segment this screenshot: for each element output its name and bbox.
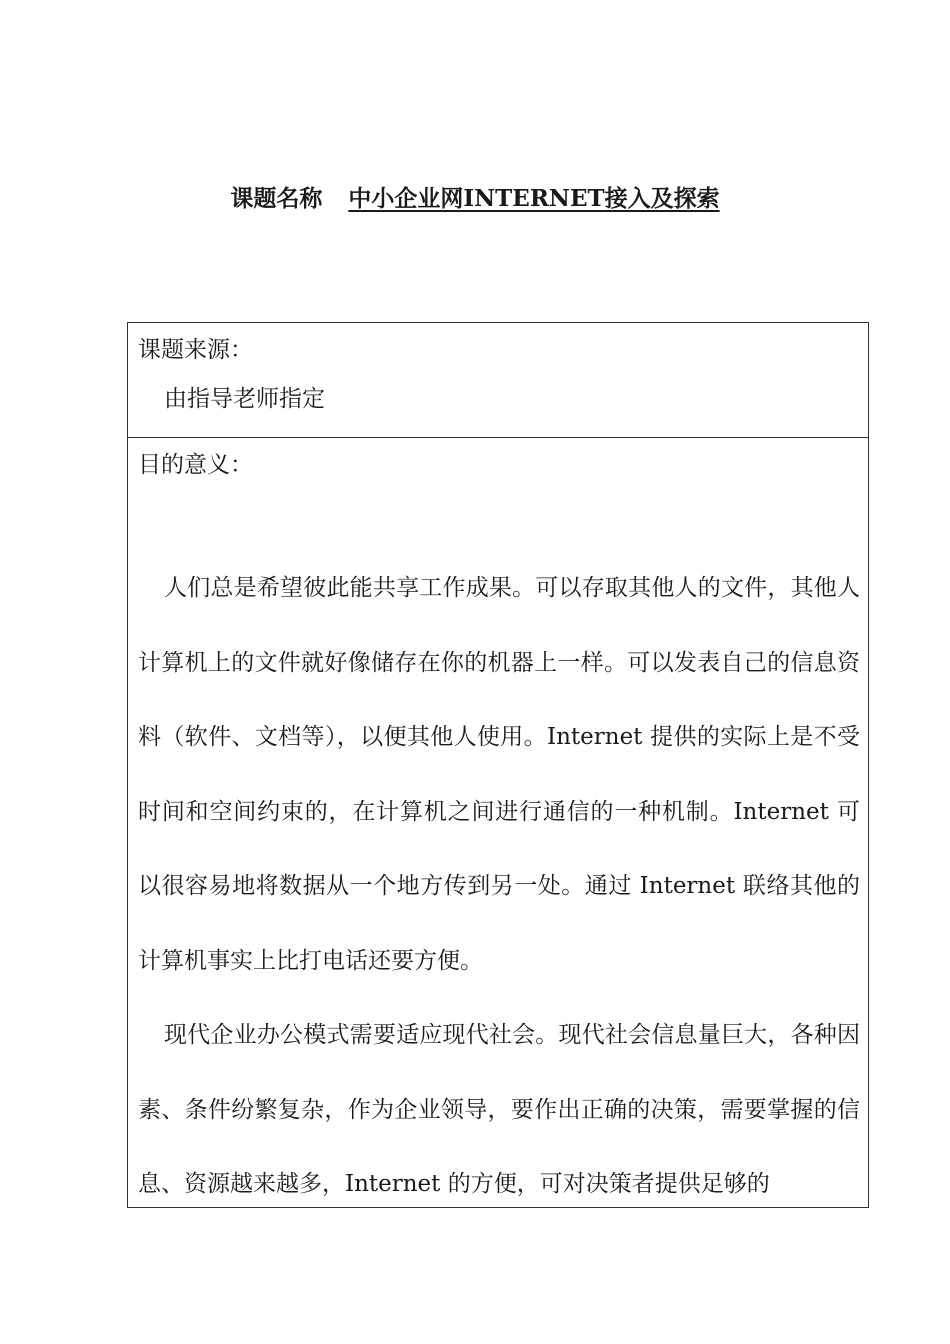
purpose-paragraph: 现代企业办公模式需要适应现代社会。现代社会信息量巨大，各种因素、条件纷繁复杂，作为企业领导，要作出正确的决策，需要掌握的信息、资源越来越多，Internet 的方便，可对决策者提供足够的 — [138, 1022, 860, 1197]
document-title — [0, 182, 950, 216]
purpose-cell — [128, 438, 868, 1208]
source-value: 由指导老师指定 — [164, 386, 325, 412]
proposal-table — [127, 322, 869, 1208]
purpose-body — [138, 551, 860, 1208]
purpose-label: 目的意义： — [138, 452, 253, 478]
source-label: 课题来源： — [138, 337, 253, 363]
title-value: 中小企业网INTERNET接入及探索 — [348, 185, 720, 212]
title-label: 课题名称 — [230, 185, 323, 212]
purpose-paragraph: 人们总是希望彼此能共享工作成果。可以存取其他人的文件，其他人计算机上的文件就好像储存在你的机器上一样。可以发表自己的信息资料（软件、文档等），以便其他人使用。Internet 提供的实际上是不受时间和空间约束的，在计算机之间进行通信的一种机制。Internet 可以很容易地将数据从一个地方传到另一处。通过 Internet 联络其他的计算机事实上比打电话还要方便。 — [138, 575, 860, 974]
source-cell — [128, 323, 868, 438]
